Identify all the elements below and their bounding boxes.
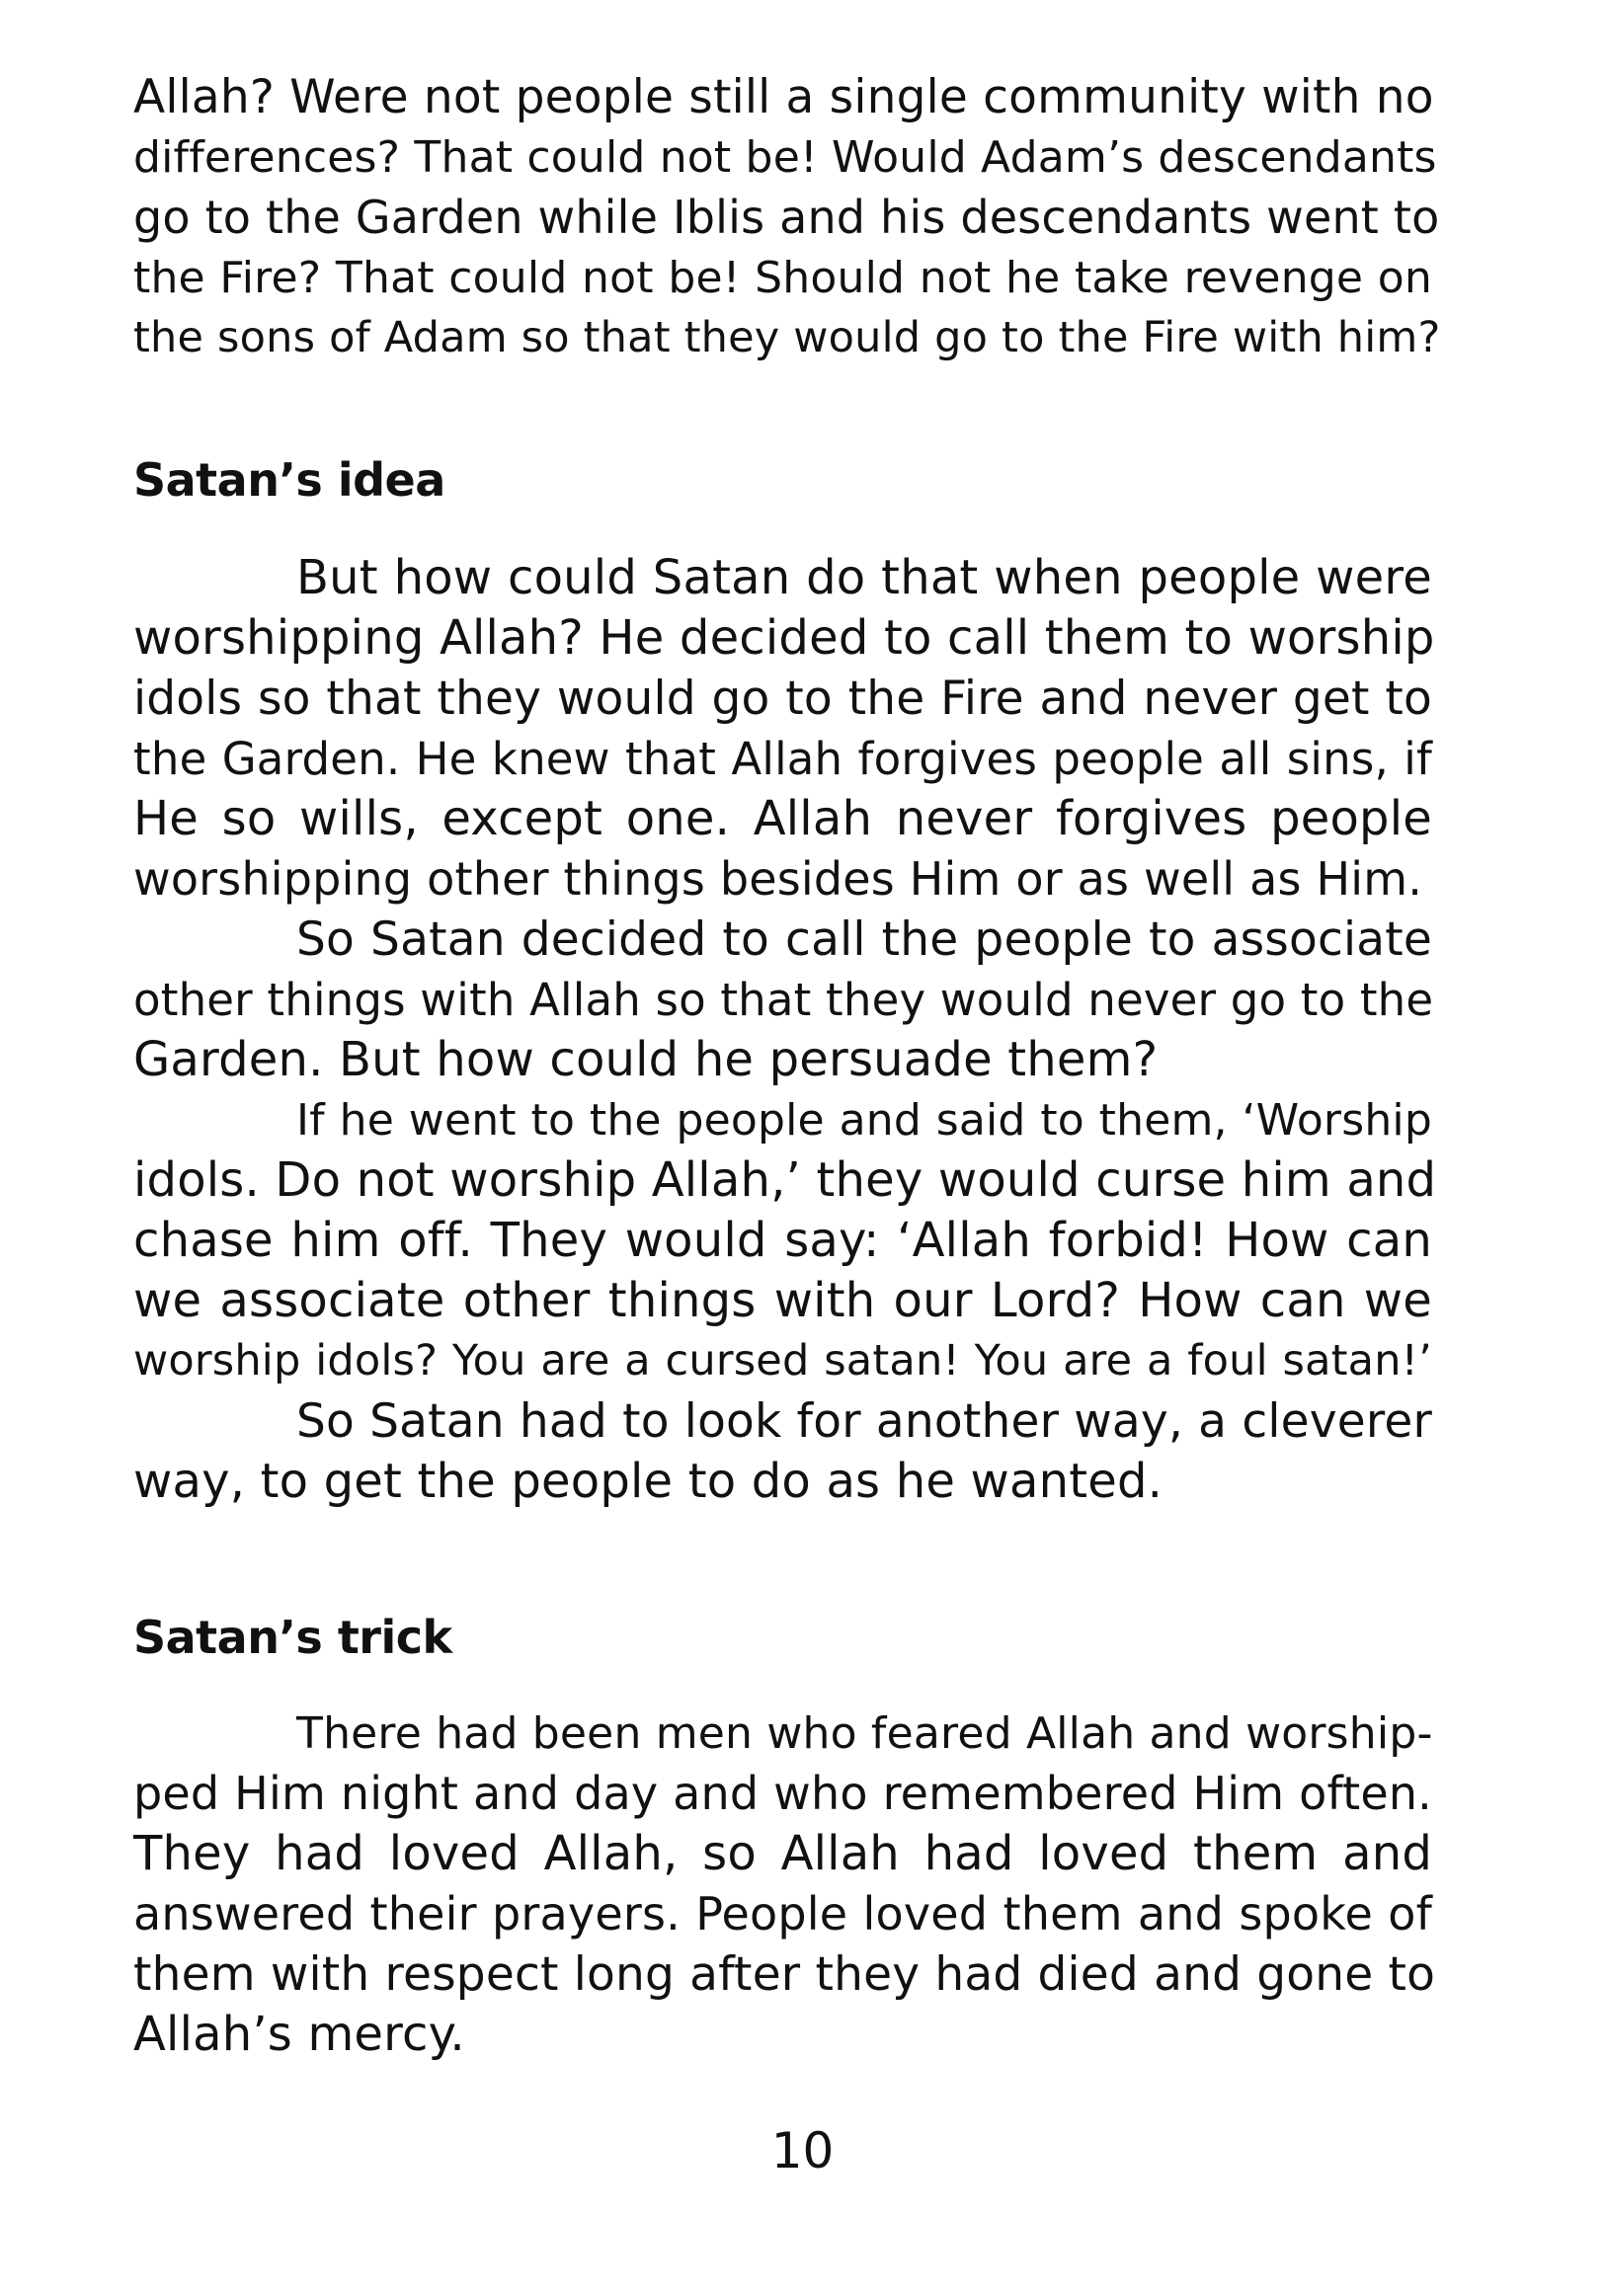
text-line: them with respect long after they had died and gone to — [133, 1947, 1436, 2002]
text-line: So Satan had to look for another way, a cleverer — [296, 1394, 1432, 1449]
text-line: But how could Satan do that when people were — [296, 550, 1432, 605]
section-satans-idea-body — [133, 548, 1437, 1512]
text-line: worshipping other things besides Him or as well as Him. — [133, 852, 1423, 906]
text-line: go to the Garden while Iblis and his descendants went to — [133, 191, 1440, 244]
text-line: differences? That could not be! Would Adam’s descendants — [133, 132, 1437, 183]
text-line: If he went to the people and said to them, ‘Worship — [296, 1095, 1432, 1146]
text-line: other things with Allah so that they would never go to the — [133, 974, 1434, 1026]
section-satans-trick-body — [133, 1703, 1436, 2065]
text-line: Allah’s mercy. — [133, 2007, 465, 2062]
text-line: the Garden. He knew that Allah forgives people all sins, if — [133, 733, 1432, 785]
section-heading-satans-trick: Satan’s trick — [133, 1611, 452, 1664]
text-line: answered their prayers. People loved them and spoke of — [133, 1887, 1432, 1940]
text-line: worship idols? You are a cursed satan! You are a foul satan!’ — [133, 1336, 1432, 1386]
text-line: ped Him night and day and who remembered Him often. — [133, 1767, 1432, 1820]
text-line: There had been men who feared Allah and worship- — [296, 1708, 1433, 1759]
text-line: Allah? Were not people still a single community with no — [133, 70, 1434, 124]
text-line: He so wills, except one. Allah never forgives people — [133, 791, 1432, 846]
text-line: idols. Do not worship Allah,’ they would curse him and — [133, 1152, 1437, 1208]
text-line: idols so that they would go to the Fire and never get to — [133, 672, 1432, 726]
text-line: chase him off. They would say: ‘Allah forbid! How can — [133, 1213, 1432, 1268]
text-line: They had loved Allah, so Allah had loved them and — [133, 1826, 1432, 1881]
text-line: Garden. But how could he persuade them? — [133, 1032, 1159, 1087]
text-line: worshipping Allah? He decided to call them to worship — [133, 610, 1435, 666]
page-number: 10 — [770, 2122, 835, 2179]
text-line: way, to get the people to do as he wanted. — [133, 1454, 1164, 1509]
text-line: So Satan decided to call the people to associate — [296, 912, 1432, 967]
text-line: the sons of Adam so that they would go to the Fire with him? — [133, 313, 1441, 362]
text-line: we associate other things with our Lord? How can we — [133, 1273, 1432, 1328]
text-line: the Fire? That could not be! Should not he take revenge on — [133, 253, 1432, 303]
intro-paragraph — [133, 67, 1441, 368]
section-heading-satans-idea: Satan’s idea — [133, 453, 445, 507]
